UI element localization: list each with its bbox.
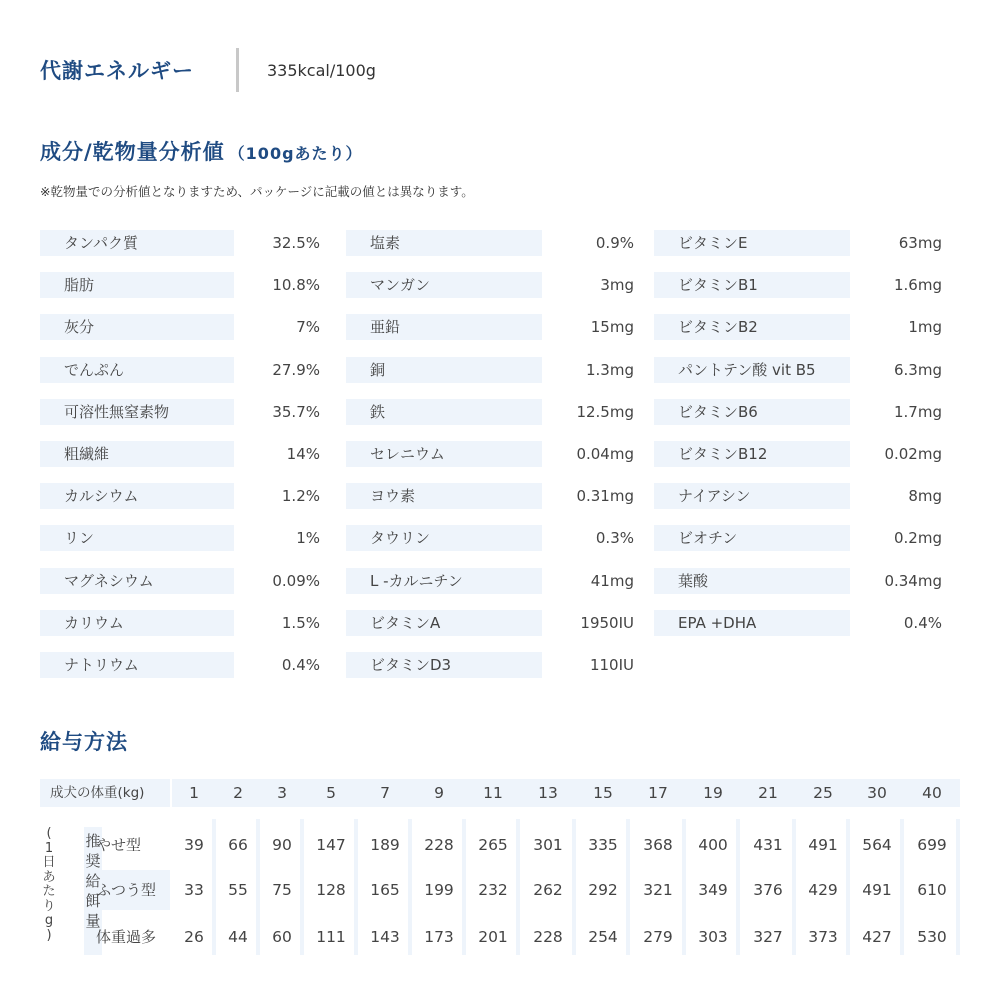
nutrient-label: 亜鉛 — [346, 314, 542, 340]
weight-column — [576, 779, 630, 955]
weight-column — [630, 779, 686, 955]
feeding-amount-cell: 55 — [228, 881, 248, 899]
nutrient-value: 1.7mg — [894, 402, 942, 421]
weight-column — [412, 779, 466, 955]
weight-header: 5 — [304, 779, 358, 807]
nutrient-value: 1950IU — [580, 613, 634, 632]
nutrient-label: 灰分 — [40, 314, 234, 340]
feeding-amount-cell: 39 — [184, 836, 204, 854]
feeding-amount-cell: 373 — [808, 928, 838, 946]
feeding-amount-cell: 44 — [228, 928, 248, 946]
weight-column — [172, 779, 216, 955]
feeding-amount-cell: 232 — [478, 881, 508, 899]
weight-column — [466, 779, 520, 955]
feeding-amount-cell: 262 — [533, 881, 563, 899]
nutrient-value: 0.4% — [281, 655, 320, 674]
feeding-amount-cell: 301 — [533, 836, 563, 854]
nutrient-value: 0.2mg — [894, 529, 942, 548]
nutrient-value: 10.8% — [272, 276, 320, 295]
nutrient-label: リン — [40, 525, 234, 551]
feeding-amount-cell: 90 — [272, 836, 292, 854]
nutrient-value: 0.31mg — [576, 487, 634, 506]
nutrient-value: 6.3mg — [894, 360, 942, 379]
nutrient-label: 鉄 — [346, 399, 542, 425]
nutrient-value: 0.09% — [272, 571, 320, 590]
feeding-amount-cell: 335 — [588, 836, 618, 854]
recommended-amount-label-char: 給 — [85, 872, 101, 890]
feeding-amount-cell: 429 — [808, 881, 838, 899]
nutrient-label: マンガン — [346, 272, 542, 298]
weight-header-label: 成犬の体重(kg) — [40, 779, 170, 807]
weight-header: 3 — [260, 779, 304, 807]
weight-header: 21 — [740, 779, 796, 807]
feeding-row-label: 体重過多 — [96, 928, 157, 946]
feeding-amount-cell: 491 — [862, 881, 892, 899]
feeding-amount-cell: 431 — [753, 836, 783, 854]
nutrient-label: 可溶性無窒素物 — [40, 399, 234, 425]
feeding-row-label: やせ型 — [96, 836, 142, 854]
feeding-table — [40, 779, 960, 955]
nutrient-label: タンパク質 — [40, 230, 234, 256]
weight-column — [796, 779, 850, 955]
recommended-amount-label-char: 量 — [85, 912, 101, 930]
nutrient-value: 1.3mg — [586, 360, 634, 379]
weight-column — [904, 779, 960, 955]
nutrient-value: 14% — [286, 444, 320, 463]
nutrient-label: カルシウム — [40, 483, 234, 509]
weight-column — [304, 779, 358, 955]
weight-column — [850, 779, 904, 955]
nutrient-label: ビタミンB1 — [654, 272, 850, 298]
weight-header: 9 — [412, 779, 466, 807]
nutrient-label: 脂肪 — [40, 272, 234, 298]
per-day-label-char: ) — [46, 927, 52, 943]
feeding-amount-cell: 254 — [588, 928, 618, 946]
nutrient-value: 1% — [296, 529, 320, 548]
analysis-subtitle: （100gあたり） — [228, 144, 363, 163]
weight-column — [216, 779, 260, 955]
feeding-amount-cell: 265 — [478, 836, 508, 854]
nutrient-value: 1mg — [908, 318, 942, 337]
feeding-amount-cell: 491 — [808, 836, 838, 854]
nutrient-label: ビタミンD3 — [346, 652, 542, 678]
nutrient-label: タウリン — [346, 525, 542, 551]
feeding-amount-cell: 165 — [370, 881, 400, 899]
nutrient-label: ビタミンB2 — [654, 314, 850, 340]
feeding-amount-cell: 292 — [588, 881, 618, 899]
weight-header: 40 — [904, 779, 960, 807]
feeding-row-label: ふつう型 — [96, 881, 157, 899]
weight-header: 17 — [630, 779, 686, 807]
nutrient-label: EPA +DHA — [654, 610, 850, 636]
nutrient-label: 葉酸 — [654, 568, 850, 594]
feeding-amount-cell: 199 — [424, 881, 454, 899]
weight-header: 2 — [216, 779, 260, 807]
weight-column — [358, 779, 412, 955]
feeding-amount-cell: 75 — [272, 881, 292, 899]
nutrient-value: 110IU — [589, 655, 634, 674]
nutrient-value: 1.2% — [281, 487, 320, 506]
nutrient-value: 0.9% — [595, 234, 634, 252]
feeding-amount-cell: 530 — [917, 928, 947, 946]
analysis-note: ※乾物量での分析値となりますため、パッケージに記載の値とは異なります。 — [40, 184, 474, 199]
nutrient-value: 27.9% — [272, 360, 320, 379]
feeding-amount-cell: 128 — [316, 881, 346, 899]
feeding-amount-cell: 201 — [478, 928, 508, 946]
nutrient-value: 12.5mg — [576, 402, 634, 421]
recommended-amount-label-char: 餌 — [85, 892, 101, 910]
energy-value: 335kcal/100g — [267, 60, 376, 80]
recommended-amount-label-char: 推 — [85, 832, 101, 850]
analysis-title-text: 成分/乾物量分析値 — [40, 140, 225, 164]
feeding-amount-cell: 143 — [370, 928, 400, 946]
weight-header: 15 — [576, 779, 630, 807]
nutrient-label: 塩素 — [346, 230, 542, 256]
nutrient-label: ビタミンA — [346, 610, 542, 636]
nutrient-value: 1.5% — [281, 613, 320, 632]
nutrient-label: セレニウム — [346, 441, 542, 467]
feeding-amount-cell: 66 — [228, 836, 248, 854]
feeding-amount-cell: 400 — [698, 836, 728, 854]
feeding-amount-cell: 349 — [698, 881, 728, 899]
per-day-label-char: ( — [46, 826, 52, 841]
weight-header: 13 — [520, 779, 576, 807]
nutrient-label: パントテン酸 vit B5 — [654, 357, 850, 383]
nutrient-value: 1.6mg — [894, 276, 942, 295]
nutrient-value: 32.5% — [272, 234, 320, 252]
nutrient-value: 35.7% — [272, 402, 320, 421]
feeding-amount-cell: 699 — [917, 836, 947, 854]
feeding-amount-cell: 368 — [643, 836, 673, 854]
feeding-amount-cell: 321 — [643, 881, 673, 899]
nutrient-label: ビタミンE — [654, 230, 850, 256]
weight-header: 11 — [466, 779, 520, 807]
nutrient-label: 銅 — [346, 357, 542, 383]
nutrient-label: ビタミンB6 — [654, 399, 850, 425]
nutrient-value: 8mg — [908, 487, 942, 506]
feeding-amount-cell: 26 — [184, 928, 204, 946]
weight-column — [686, 779, 740, 955]
per-day-label — [40, 827, 58, 943]
nutrient-label: 粗繊維 — [40, 441, 234, 467]
nutrient-value: 63mg — [898, 234, 942, 252]
nutrient-label: でんぷん — [40, 357, 234, 383]
energy-title: 代謝エネルギー — [40, 59, 194, 83]
nutrient-label: ナイアシン — [654, 483, 850, 509]
weight-header: 1 — [172, 779, 216, 807]
per-day-label-char: 1 — [44, 840, 54, 856]
feeding-amount-cell: 60 — [272, 928, 292, 946]
nutrient-value: 41mg — [590, 571, 634, 590]
feeding-amount-cell: 427 — [862, 928, 892, 946]
per-day-label-char: あ — [42, 869, 56, 885]
weight-header: 19 — [686, 779, 740, 807]
feeding-amount-cell: 228 — [424, 836, 454, 854]
nutrient-label: ビタミンB12 — [654, 441, 850, 467]
nutrient-value: 3mg — [600, 276, 634, 295]
energy-divider — [236, 48, 239, 92]
weight-header: 7 — [358, 779, 412, 807]
feeding-amount-cell: 610 — [917, 881, 947, 899]
feeding-amount-cell: 376 — [753, 881, 783, 899]
feeding-amount-cell: 279 — [643, 928, 673, 946]
feeding-amount-cell: 173 — [424, 928, 454, 946]
per-day-label-char: g — [44, 913, 54, 928]
nutrient-label: ナトリウム — [40, 652, 234, 678]
weight-column — [260, 779, 304, 955]
nutrient-value: 0.04mg — [576, 444, 634, 463]
recommended-amount-label-char: 奨 — [85, 852, 101, 870]
feeding-amount-cell: 228 — [533, 928, 563, 946]
nutrient-label: ヨウ素 — [346, 483, 542, 509]
per-day-label-char: り — [42, 898, 56, 914]
nutrient-value: 0.02mg — [884, 444, 942, 463]
nutrient-label: L -カルニチン — [346, 568, 542, 594]
feeding-amount-cell: 33 — [184, 881, 204, 899]
weight-header: 25 — [796, 779, 850, 807]
weight-column — [740, 779, 796, 955]
feeding-amount-cell: 111 — [316, 928, 346, 946]
nutrient-label: カリウム — [40, 610, 234, 636]
weight-header: 30 — [850, 779, 904, 807]
nutrient-label: ビオチン — [654, 525, 850, 551]
feeding-amount-cell: 327 — [753, 928, 783, 946]
nutrient-value: 7% — [296, 318, 320, 337]
nutrient-label: マグネシウム — [40, 568, 234, 594]
feeding-amount-cell: 147 — [316, 836, 346, 854]
weight-column — [520, 779, 576, 955]
feeding-amount-cell: 303 — [698, 928, 728, 946]
feeding-title: 給与方法 — [40, 730, 128, 754]
feeding-amount-cell: 189 — [370, 836, 400, 854]
energy-section — [40, 48, 376, 92]
nutrient-value: 15mg — [590, 318, 634, 337]
nutrient-value: 0.4% — [903, 613, 942, 632]
per-day-label-char: 日 — [42, 855, 56, 870]
feeding-amount-cell: 564 — [862, 836, 892, 854]
nutrient-value: 0.3% — [595, 529, 634, 548]
per-day-label-char: た — [42, 884, 56, 899]
nutrient-value: 0.34mg — [884, 571, 942, 590]
analysis-title — [40, 136, 363, 166]
